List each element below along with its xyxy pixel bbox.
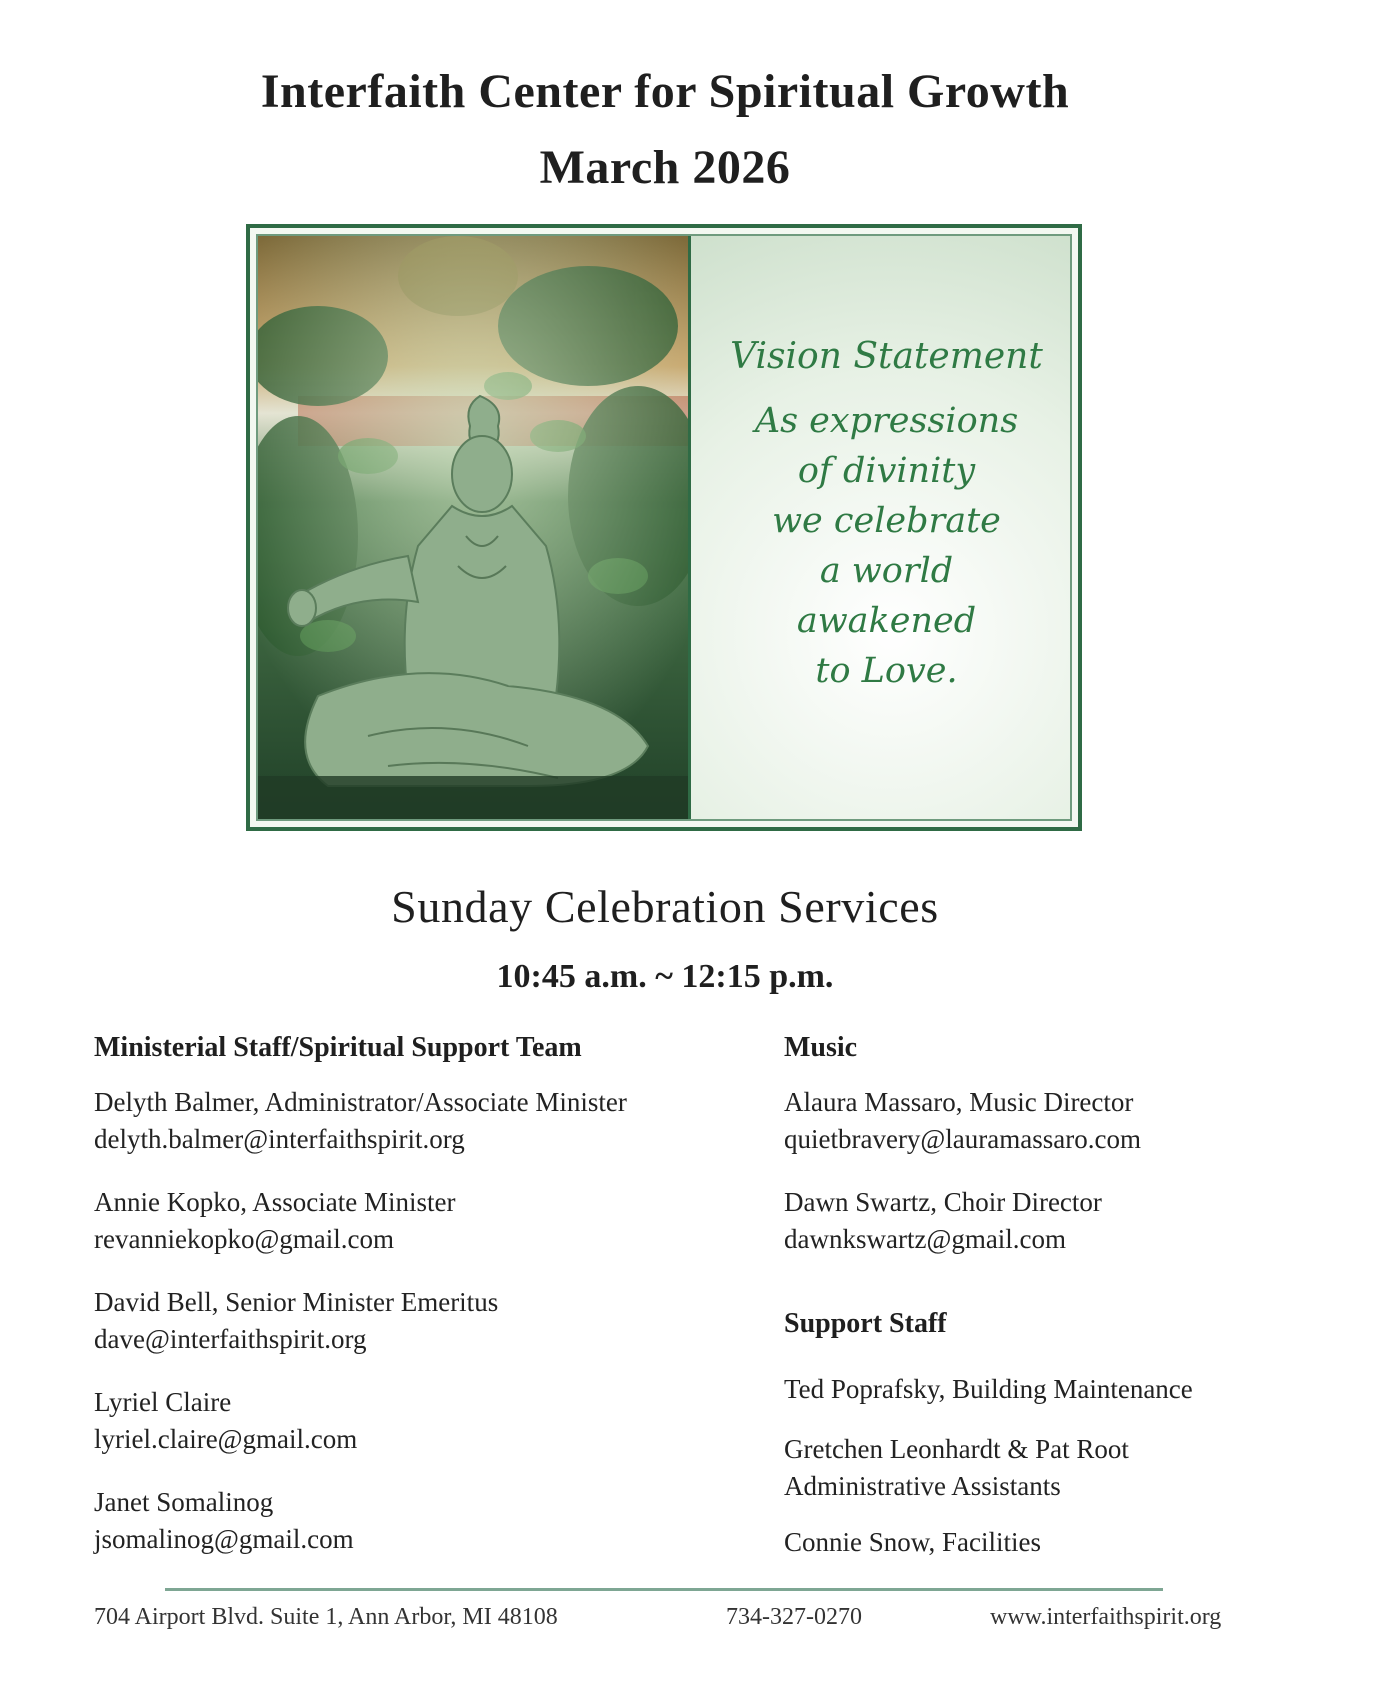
music-heading: Music [784, 1032, 858, 1063]
staff-email[interactable]: lyriel.claire@gmail.com [94, 1424, 358, 1454]
support-item: Administrative Assistants [784, 1471, 1061, 1501]
staff-email[interactable]: delyth.balmer@interfaithspirit.org [94, 1124, 465, 1154]
vision-heading: Vision Statement [730, 336, 1043, 377]
staff-email[interactable]: dave@interfaithspirit.org [94, 1324, 367, 1354]
support-item: Ted Poprafsky, Building Maintenance [784, 1374, 1193, 1404]
staff-email[interactable]: revanniekopko@gmail.com [94, 1224, 395, 1254]
music-email[interactable]: dawnkswartz@gmail.com [784, 1224, 1067, 1254]
vision-line: to Love. [815, 651, 958, 691]
staff-name: Annie Kopko, Associate Minister [94, 1187, 456, 1217]
services-time: 10:45 a.m. ~ 12:15 p.m. [496, 958, 834, 995]
vision-statement [691, 236, 1072, 821]
support-item: Connie Snow, Facilities [784, 1527, 1041, 1557]
staff-name: Janet Somalinog [94, 1487, 274, 1517]
support-item: Gretchen Leonhardt & Pat Root [784, 1434, 1129, 1464]
vision-line: we celebrate [772, 501, 1001, 541]
page-date: March 2026 [539, 141, 791, 194]
vision-line: As expressions [754, 401, 1019, 441]
page-title: Interfaith Center for Spiritual Growth [260, 65, 1070, 118]
footer-divider [165, 1588, 1163, 1591]
staff-email[interactable]: jsomalinog@gmail.com [94, 1524, 354, 1554]
ministerial-heading: Ministerial Staff/Spiritual Support Team [94, 1032, 582, 1063]
vision-line: awakened [796, 601, 977, 641]
services-title: Sunday Celebration Services [391, 881, 939, 932]
staff-name: Lyriel Claire [94, 1387, 232, 1417]
music-name: Dawn Swartz, Choir Director [784, 1187, 1102, 1217]
support-heading: Support Staff [784, 1308, 947, 1339]
vision-line: of divinity [797, 451, 976, 491]
footer-phone: 734-327-0270 [726, 1604, 862, 1630]
footer-website[interactable]: www.interfaithspirit.org [990, 1604, 1222, 1630]
vision-banner [246, 224, 1082, 831]
music-email[interactable]: quietbravery@lauramassaro.com [784, 1124, 1141, 1154]
staff-name: David Bell, Senior Minister Emeritus [94, 1287, 499, 1317]
buddha-statue-photo [258, 236, 691, 821]
staff-name: Delyth Balmer, Administrator/Associate Minister [94, 1087, 627, 1117]
footer-address: 704 Airport Blvd. Suite 1, Ann Arbor, MI 48108 [94, 1604, 558, 1630]
music-name: Alaura Massaro, Music Director [784, 1087, 1134, 1117]
vision-line: a world [819, 551, 954, 591]
